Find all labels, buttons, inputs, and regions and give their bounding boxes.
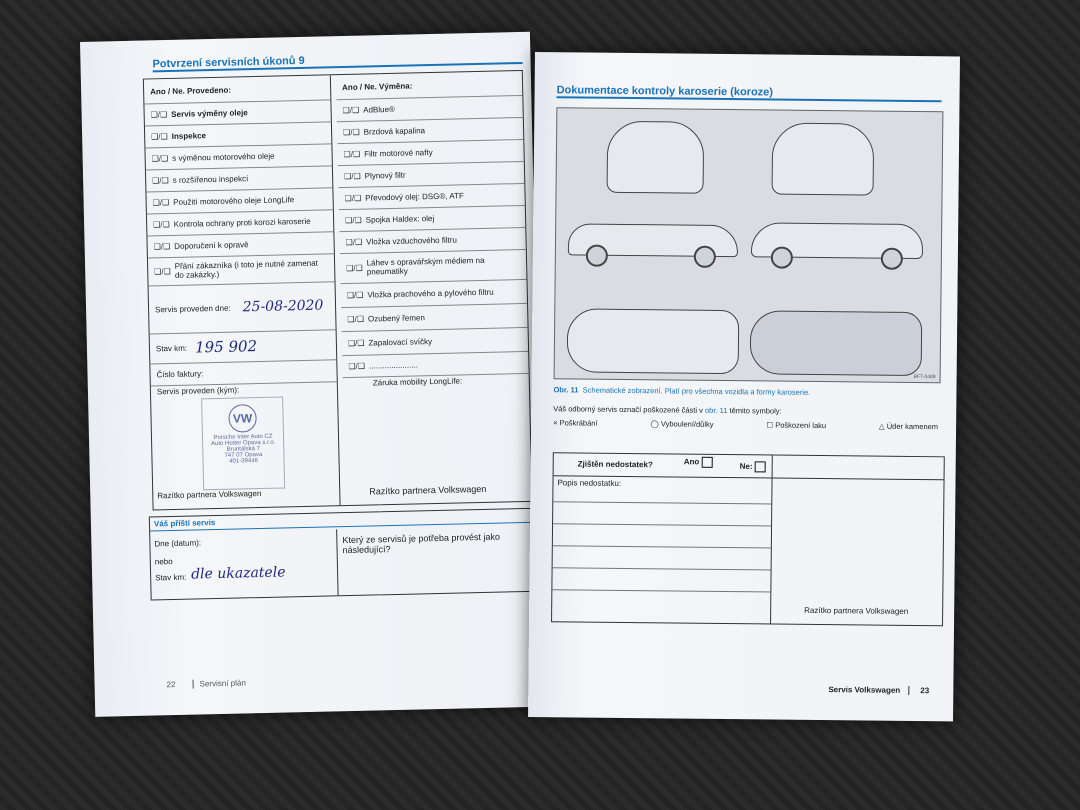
performed-by-row: Servis proveden (kým): bbox=[156, 385, 240, 397]
right-item-6[interactable]: ❑/❑ Vložka vzduchového filtru bbox=[339, 227, 525, 254]
invoice-row: Číslo faktury: bbox=[150, 359, 336, 386]
footer-left: Servisní plán bbox=[192, 678, 245, 688]
car-diagram bbox=[554, 107, 944, 383]
defect-found-label: Zjištěn nedostatek? bbox=[577, 459, 653, 470]
warranty-row: Záruka mobility LongLife: bbox=[372, 376, 463, 388]
right-item-3[interactable]: ❑/❑ Plynový filtr bbox=[338, 161, 524, 188]
left-item-3[interactable]: ❑/❑ s rozšířenou inspekcí bbox=[146, 165, 332, 192]
no-option[interactable]: Ne: bbox=[740, 461, 766, 472]
right-item-11[interactable]: ❑/❑ ...................... bbox=[342, 351, 528, 378]
right-page bbox=[528, 52, 960, 721]
defect-table bbox=[551, 452, 945, 626]
next-which-label: Který ze servisů je potřeba provést jako následující? bbox=[342, 531, 501, 556]
page-title: Potvrzení servisních úkonů 9 bbox=[152, 50, 522, 72]
stamp-label-right: Razítko partnera Volkswagen bbox=[369, 483, 487, 497]
vw-logo-icon: VW bbox=[228, 404, 257, 433]
yes-checkbox[interactable] bbox=[701, 457, 712, 468]
page-number-left: 22 bbox=[166, 679, 176, 690]
instruction-text: Váš odborný servis označí poškozené části v obr. 11 těmito symboly: bbox=[553, 404, 782, 416]
right-item-10[interactable]: ❑/❑ Zapalovací svíčky bbox=[342, 327, 529, 356]
left-item-7[interactable]: ❑/❑ Přání zákazníka (i toto je nutné zamenat do zakázky.) bbox=[148, 253, 335, 286]
symbol-legend: × Poškrábání ◯ Vyboulení/důlky ☐ Poškození laku △ Úder kamenem bbox=[553, 418, 939, 432]
car-top-view bbox=[567, 308, 740, 374]
km-value: 195 902 bbox=[194, 337, 258, 357]
left-item-6[interactable]: ❑/❑ Doporučení k opravě bbox=[147, 231, 333, 258]
car-underbody-view bbox=[750, 310, 923, 376]
right-item-7[interactable]: ❑/❑ Láhev s opravářským médiem na pneumatiky bbox=[340, 249, 527, 284]
col-right-header: Ano / Ne. Výměna: bbox=[336, 71, 523, 100]
km-row: Stav km: 195 902 bbox=[150, 329, 337, 364]
figure-code: BFT-0489 bbox=[913, 373, 936, 381]
right-item-8[interactable]: ❑/❑ Vložka prachového a pylového filtru bbox=[341, 279, 528, 308]
right-item-0[interactable]: ❑/❑ AdBlue® bbox=[336, 95, 522, 122]
next-km-label: Stav km: bbox=[155, 572, 187, 583]
defect-desc-label: Popis nedostatku: bbox=[557, 478, 622, 488]
service-form bbox=[143, 70, 533, 511]
car-front-view bbox=[772, 122, 875, 195]
page-number-right: 23 bbox=[920, 686, 930, 696]
stamp-label-left: Razítko partnera Volkswagen bbox=[157, 489, 262, 501]
left-item-1[interactable]: ❑/❑ Inspekce bbox=[145, 121, 331, 148]
right-item-4[interactable]: ❑/❑ Převodový olej: DSG®, ATF bbox=[338, 183, 524, 210]
right-item-9[interactable]: ❑/❑ Ozubený řemen bbox=[341, 303, 528, 332]
yes-option[interactable]: Ano bbox=[684, 457, 713, 468]
scratch-icon: × bbox=[553, 418, 558, 428]
wheel-icon bbox=[881, 248, 903, 270]
footer-right: Servis Volkswagen bbox=[828, 685, 909, 695]
service-date-value: 25-08-2020 bbox=[242, 297, 324, 316]
stamp-label: Razítko partnera Volkswagen bbox=[804, 605, 909, 616]
service-date-row: Servis proveden dne: 25-08-2020 bbox=[149, 281, 336, 334]
next-service-box bbox=[149, 508, 539, 601]
right-item-5[interactable]: ❑/❑ Spojka Haldex: olej bbox=[339, 205, 525, 232]
next-service-title: Váš příští servis bbox=[150, 509, 536, 532]
dent-icon: ◯ bbox=[650, 419, 659, 429]
no-checkbox[interactable] bbox=[755, 461, 766, 472]
wheel-icon bbox=[586, 245, 608, 267]
left-item-0[interactable]: ❑/❑ Servis výměny oleje bbox=[144, 99, 330, 126]
next-km-value: dle ukazatele bbox=[190, 564, 286, 583]
next-date-label: Dne (datum): bbox=[154, 538, 202, 549]
left-item-5[interactable]: ❑/❑ Kontrola ochrany proti korozi karoserie bbox=[147, 209, 333, 236]
right-item-1[interactable]: ❑/❑ Brzdová kapalina bbox=[337, 117, 523, 144]
next-or-label: nebo bbox=[154, 557, 173, 567]
wheel-icon bbox=[694, 246, 716, 268]
paint-damage-icon: ☐ bbox=[766, 420, 774, 430]
wheel-icon bbox=[771, 246, 793, 268]
car-rear-view bbox=[607, 121, 705, 194]
dealer-stamp: VW Porsche Inter Auto CZ Auto Hotter Opava s.r.o. Bruntálská 7 747 07 Opava 401-39446 bbox=[201, 396, 285, 490]
left-item-4[interactable]: ❑/❑ Použití motorového oleje LongLife bbox=[146, 187, 332, 214]
left-item-2[interactable]: ❑/❑ s výměnou motorového oleje bbox=[145, 143, 331, 170]
figure-caption: Obr. 11 Schematické zobrazení. Platí pro všechna vozidla a formy karoserie. bbox=[553, 385, 811, 397]
stone-chip-icon: △ bbox=[878, 421, 885, 431]
left-page bbox=[80, 32, 545, 717]
right-item-2[interactable]: ❑/❑ Filtr motorové nafty bbox=[337, 139, 523, 166]
col-left-header: Ano / Ne. Provedeno: bbox=[144, 75, 331, 104]
page-title: Dokumentace kontroly karoserie (koroze) bbox=[557, 84, 942, 102]
